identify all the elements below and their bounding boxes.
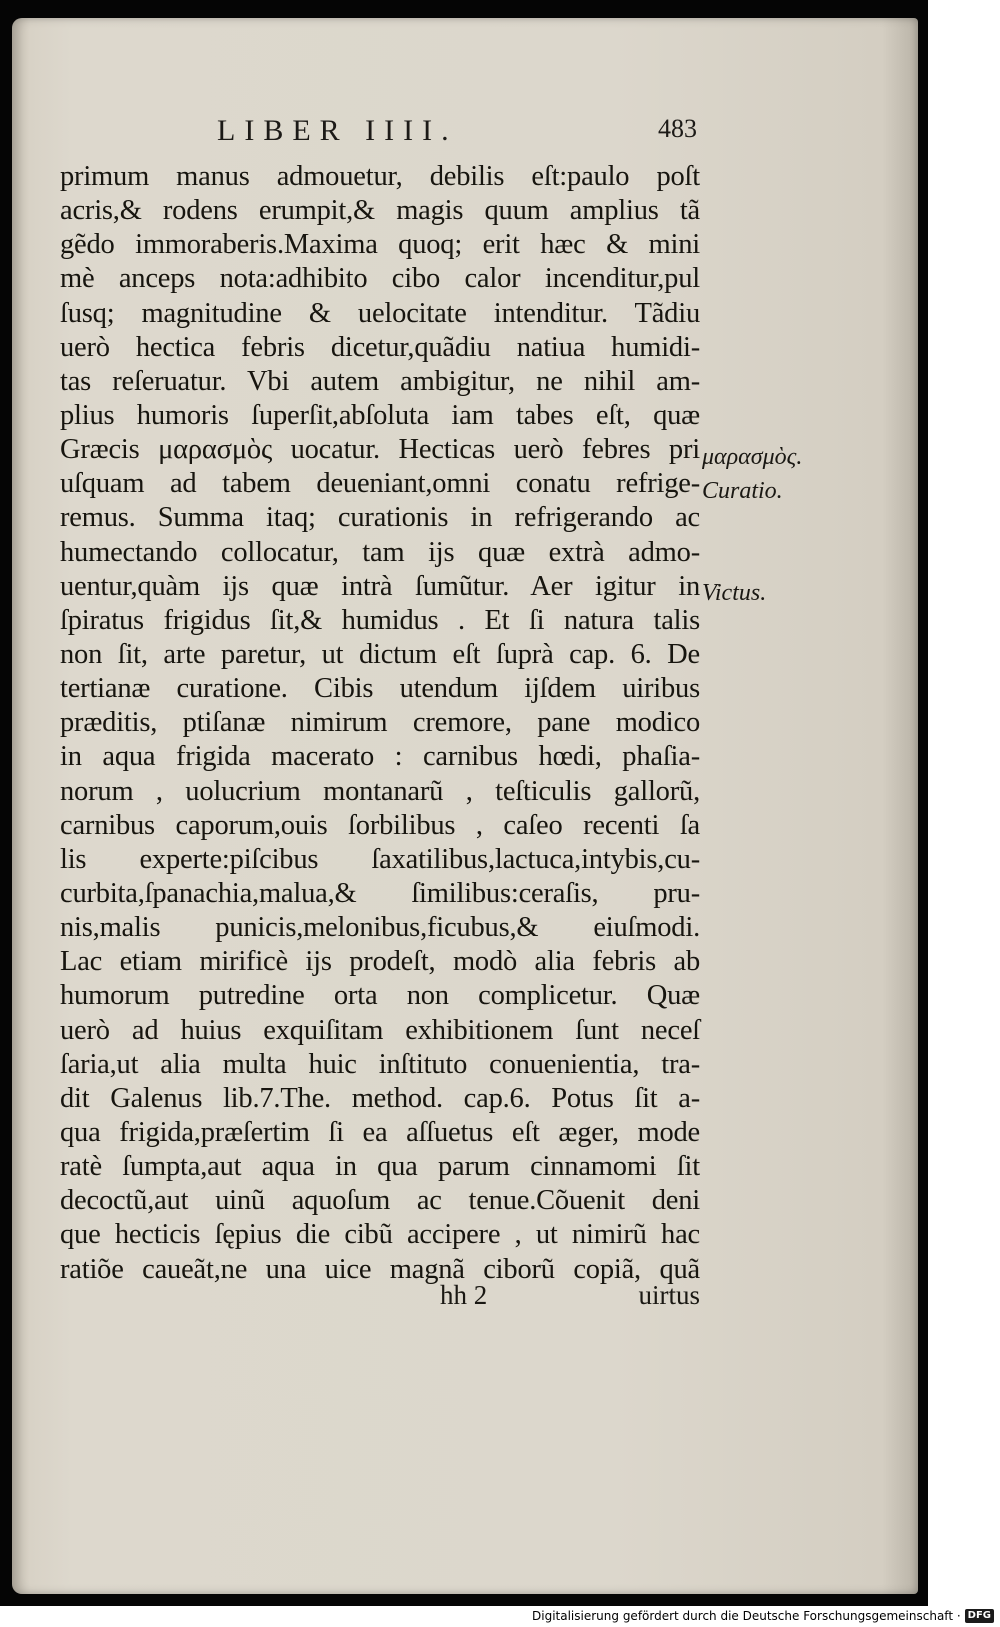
text-line: Lac etiam mirificè ijs prodeſt, modò alia febris ab (60, 946, 700, 978)
text-line: tas reſeruatur. Vbi autem ambigitur, ne nihil am- (60, 365, 700, 397)
text-line: que hecticis ſępius die cibũ accipere , ut nimirũ hac (60, 1219, 700, 1251)
text-line: uerò ad huius exquiſitam exhibitionem ſunt neceſ (60, 1014, 700, 1046)
text-line: tertianæ curatione. Cibis utendum ijſdem uiribus (60, 673, 700, 705)
text-line: uerò hectica febris dicetur,quãdiu natiua humidi- (60, 331, 700, 363)
text-line: humectando collocatur, tam ijs quæ extrà admo- (60, 536, 700, 568)
text-line: ratiõe caueãt,ne una uice magnã ciborũ copiã, quã (60, 1253, 700, 1285)
margin-note-marasmos: μαρασμὸς. (702, 444, 803, 470)
text-line: uſquam ad tabem deueniant,omni conatu refrige- (60, 468, 700, 500)
text-line: ſpiratus frigidus ſit,& humidus . Et ſi natura talis (60, 604, 700, 636)
text-line: norum , uolucrium montanarũ , teſticulis gallorũ, (60, 775, 700, 807)
text-line: humorum putredine orta non complicetur. Quæ (60, 980, 700, 1012)
dfg-logo-icon: DFG (965, 1609, 994, 1623)
text-line: præditis, ptiſanæ nimirum cremore, pane modico (60, 707, 700, 739)
text-line: decoctũ,aut uinũ aquoſum ac tenue.Cõuenit deni (60, 1185, 700, 1217)
text-line: gẽdo immoraberis.Maxima quoq; erit hæc & mini (60, 229, 700, 261)
margin-note-curatio: Curatio. (702, 478, 783, 504)
text-line: nis,malis punicis,melonibus,ficubus,& eiuſmodi. (60, 912, 700, 944)
margin-note-victus: Victus. (702, 580, 767, 606)
signature-mark: hh 2 (440, 1280, 488, 1310)
text-line: remus. Summa itaq; curationis in refrigerando ac (60, 502, 700, 534)
text-line: uentur,quàm ijs quæ intrà ſumũtur. Aer igitur in (60, 570, 700, 602)
text-line: primum manus admouetur, debilis eſt:paulo poſt (60, 161, 700, 192)
text-line: carnibus caporum,ouis ſorbilibus , caſeo recenti ſa (60, 809, 700, 841)
text-line: ſusq; magnitudine & uelocitate intenditur. Tãdiu (60, 297, 700, 329)
text-line: dit Galenus lib.7.The. method. cap.6. Potus ſit a- (60, 1082, 700, 1114)
margin-notes (702, 18, 832, 1594)
text-line: Græcis μαρασμὸς uocatur. Hecticas uerò febres pri (60, 434, 700, 466)
text-line: acris,& rodens erumpit,& magis quum amplius tã (60, 195, 700, 227)
book-page (12, 18, 918, 1594)
text-line: plius humoris ſuperſit,abſoluta iam tabes eſt, quæ (60, 399, 700, 431)
text-line: in aqua frigida macerato : carnibus hœdi, phaſia- (60, 741, 700, 773)
text-line: qua frigida,præſertim ſi ea aſſuetus eſt æger, mode (60, 1116, 700, 1148)
catchword: uirtus (638, 1280, 700, 1310)
text-line: ratè ſumpta,aut aqua in qua parum cinnamomi ſit (60, 1151, 700, 1183)
text-line: ſaria,ut alia multa huic inſtituto conuenientia, tra- (60, 1048, 700, 1080)
page-footer (440, 1280, 700, 1316)
text-line: lis experte:piſcibus ſaxatilibus,lactuca,intybis,cu- (60, 843, 700, 875)
text-line: curbita,ſpanachia,malua,& ſimilibus:ceraſis, pru- (60, 877, 700, 909)
text-line: mè anceps nota:adhibito cibo calor incenditur,pul (60, 263, 700, 295)
running-head (217, 114, 697, 154)
digitization-credit (532, 1608, 994, 1624)
credit-text: Digitalisierung gefördert durch die Deutsche Forschungsgemeinschaft · (532, 1609, 961, 1623)
page-number: 483 (658, 114, 697, 143)
text-line: non ſit, arte paretur, ut dictum eſt ſuprà cap. 6. De (60, 638, 700, 670)
body-text (60, 160, 700, 1287)
running-head-title: LIBER IIII. (217, 114, 458, 147)
